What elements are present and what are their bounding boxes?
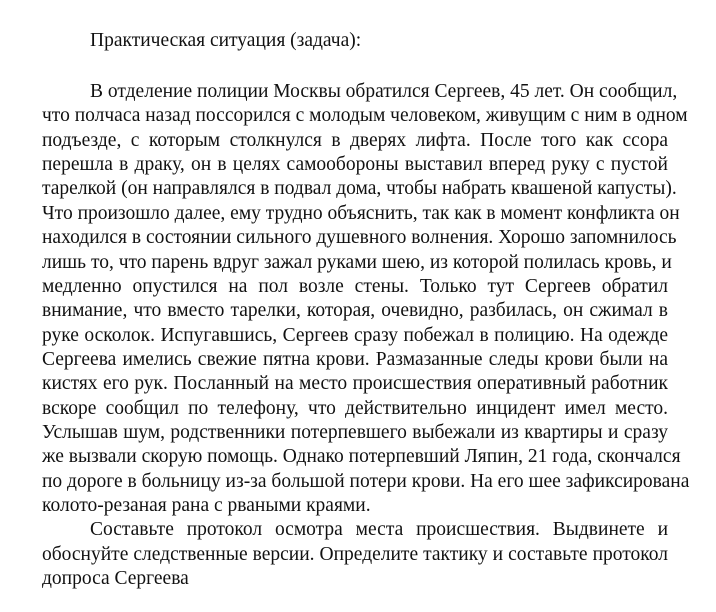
text-line: Что произошло далее, ему трудно объяснить, так как в момент конфликта он [42,202,680,224]
task-body [42,80,690,592]
text-line: перешла в драку, он в целях самообороны выставил вперед руку с пустой [42,154,668,176]
text-line: тарелкой (он направлялся в подвал дома, чтобы набрать квашеной капусты). [42,178,677,200]
text-line: Сергеева имелись свежие пятна крови. Размазанные следы крови были на [42,348,668,370]
text-line: Составьте протокол осмотра места происшествия. Выдвинете и [90,519,668,541]
text-line: что полчаса назад поссорился с молодым человеком, живущим с ним в одном [42,105,688,127]
text-line: кистях его рук. Посланный на место происшествия оперативный работник [42,373,668,395]
text-line: допроса Сергеева [42,568,189,590]
task-heading: Практическая ситуация (задача): [90,30,362,51]
text-line: находился в состоянии сильного душевного волнения. Хорошо запомнилось [42,227,677,249]
text-line: по дороге в больницу из-за большой потери крови. На его шее зафиксирована [42,470,690,492]
text-line: же вызвали скорую помощь. Однако потерпевший Ляпин, 21 года, скончался [42,446,681,468]
text-line: вскоре сообщил по телефону, что действительно инцидент имел место. [42,397,668,419]
text-line: колото-резаная рана с рваными краями. [42,495,371,517]
text-line: внимание, что вместо тарелки, которая, очевидно, разбилась, он сжимал в [42,300,668,322]
text-line: медленно опустился на пол возле стены. Только тут Сергеев обратил [42,275,668,297]
text-line: Услышав шум, родственники потерпевшего выбежали из квартиры и сразу [42,422,668,444]
text-line: подъезде, с которым столкнулся в дверях лифта. После того как ссора [42,129,668,151]
text-line: В отделение полиции Москвы обратился Сергеев, 45 лет. Он сообщил, [90,81,678,102]
text-line: обоснуйте следственные версии. Определите тактику и составьте протокол [42,543,668,565]
text-line: лишь то, что парень вдруг зажал руками шею, из которой полилась кровь, и [42,251,672,273]
text-line: руке осколок. Испугавшись, Сергеев сразу побежал в полицию. На одежде [42,324,668,346]
